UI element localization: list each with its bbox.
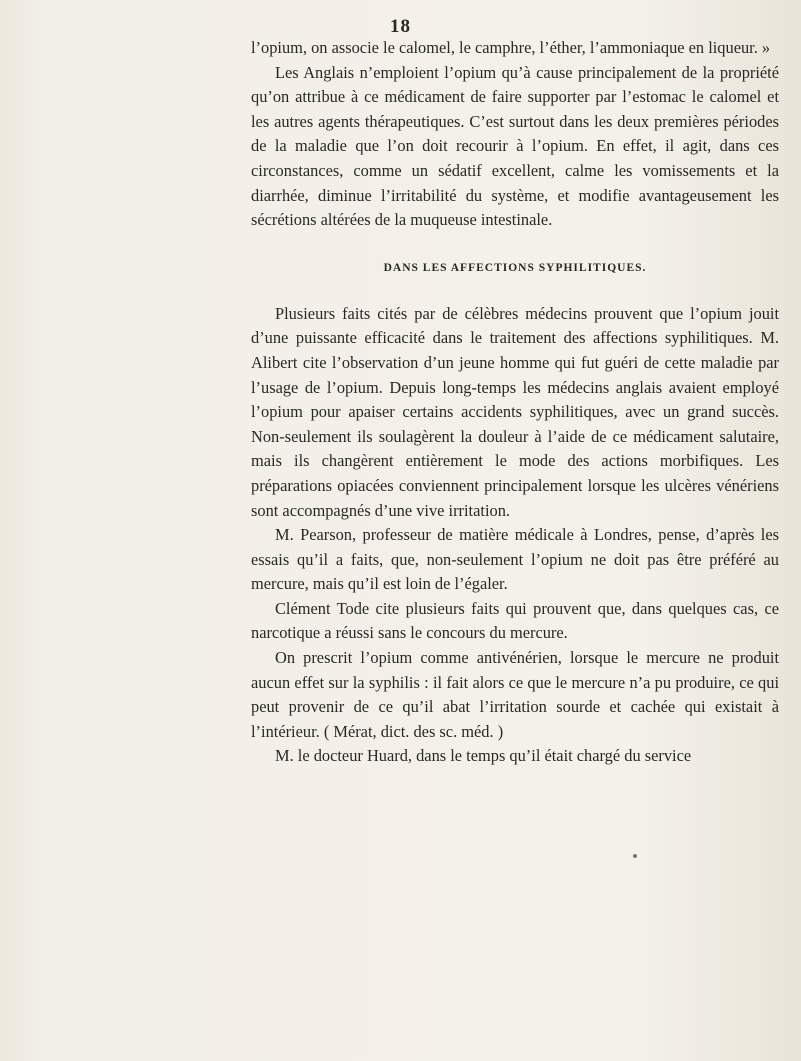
paragraph-continuation: l’opium, on associe le calomel, le camphre, l’éther, l’ammoniaque en liqueur. » [251, 38, 771, 57]
body-text [251, 36, 779, 769]
paragraph: Plusieurs faits cités par de célèbres médecins prouvent que l’opium jouit d’une puissante efficacité dans le traitement des affections syphilitiques. M. Alibert cite l’observation d’un jeune homme qui fut guéri de cette maladie par l’usage de l’opium. Depuis long-temps les médecins anglais avaient employé l’opium pour apaiser certains accidents syphilitiques, avec un grand succès. Non-seulement ils soulagèrent la douleur à l’aide de ce médicament salutaire, mais ils changèrent entièrement le mode des actions morbifiques. Les préparations opiacées conviennent principalement lorsque les ulcères vénériens sont accompagnés d’une vive irritation. [251, 303, 779, 520]
paragraph: Les Anglais n’emploient l’opium qu’à cause principalement de la propriété qu’on attribue à ce médicament de faire supporter par l’estomac le calomel et les autres agents thérapeutiques. C’est surtout dans les deux premières périodes de la maladie que l’on doit recourir à l’opium. En effet, il agit, dans ces circonstances, comme un sédatif excellent, calme les vomissements et la diarrhée, diminue l’irritabilité du système, et modifie avantageusement les sécrétions altérées de la muqueuse intestinale. [251, 62, 779, 230]
paragraph: On prescrit l’opium comme antivénérien, lorsque le mercure ne produit aucun effet sur la syphilis : il fait alors ce que le mercure n’a pu produire, ce qui peut provenir de ce qu’il abat l’irritation sourde et cachée qui existait à l’intérieur. ( Mérat, dict. des sc. méd. ) [251, 648, 779, 741]
page-number: 18 [390, 16, 411, 37]
paragraph: M. Pearson, professeur de matière médicale à Londres, pense, d’après les essais qu’il a faits, que, non-seulement l’opium ne doit pas être préféré au mercure, mais qu’il est loin de l’égaler. [251, 525, 779, 594]
paragraph-continues: M. le docteur Huard, dans le temps qu’il était chargé du service [275, 746, 692, 766]
paper-speck [633, 854, 637, 858]
section-heading: DANS LES AFFECTIONS SYPHILITIQUES. [383, 261, 647, 274]
paragraph: Clément Tode cite plusieurs faits qui prouvent que, dans quelques cas, ce narcotique a réussi sans le concours du mercure. [251, 598, 779, 643]
